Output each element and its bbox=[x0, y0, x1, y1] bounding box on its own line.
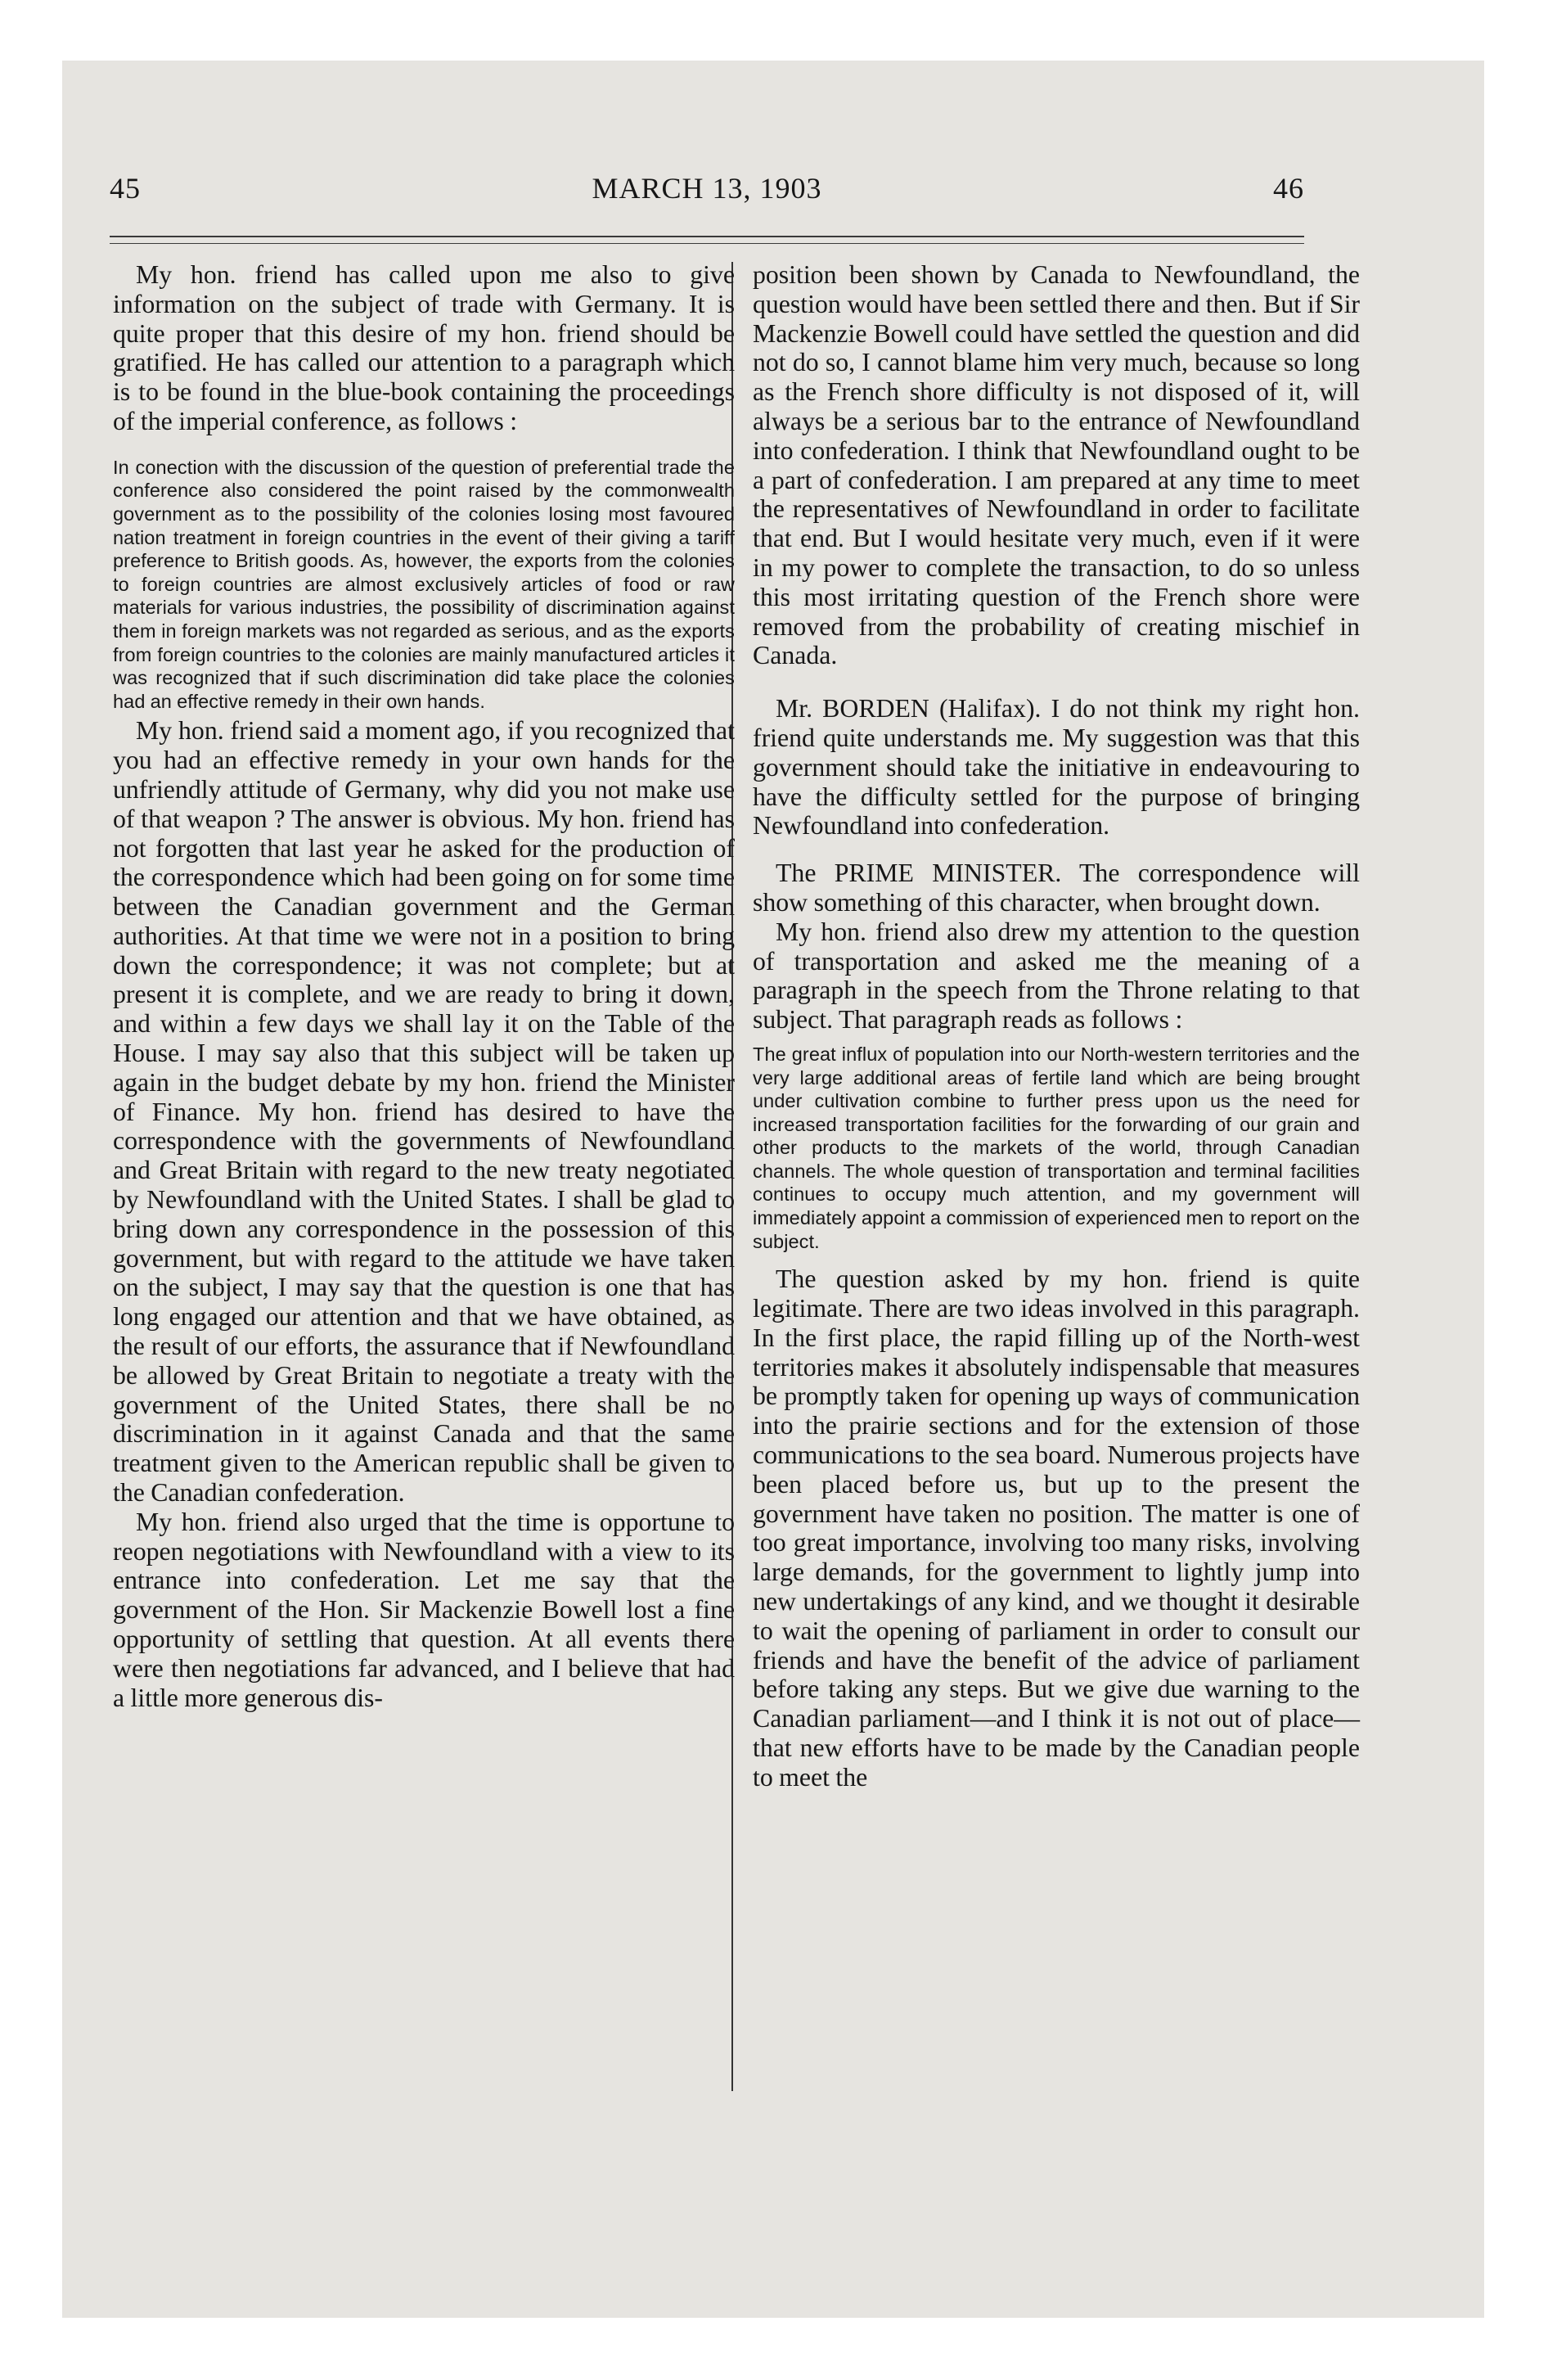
quote-speech-from-throne: The great influx of population into our North-western territories and the very large additional areas of fertile land which are being brought under cultivation combine to further press upon us the need for increased transportation facilities for the forwarding of our grain and other products to the markets of the world, through Canadian channels. The whole question of transportation and terminal facilities continues to occupy much attention, and my government will immediately appoint a commission of experienced men to report on the subject. bbox=[753, 1043, 1360, 1252]
running-header bbox=[110, 171, 1304, 212]
paragraph-transportation-question: My hon. friend also drew my attention to the question of transportation and asked me the meaning of a paragraph in the speech from the Throne relating to that subject. That paragraph reads as follows : bbox=[753, 917, 1360, 1034]
paragraph-french-shore: position been shown by Canada to Newfoundland, the question would have been settled there and then. But if Sir Mackenzie Bowell could have settled the question and did not do so, I cannot blame him very much, because so long as the French shore difficulty is not disposed of it, will always be a serious bar to the entrance of Newfoundland into confederation. I think that Newfoundland ought to be a part of confederation. I am prepared at any time to meet the representatives of Newfoundland in order to facilitate that end. But I would hesitate very much, even if it were in my power to complete the transaction, to do so unless this most irritating question of the French shore were removed from the probability of creating mischief in Canada. bbox=[753, 260, 1360, 670]
right-column bbox=[753, 260, 1360, 1792]
paragraph-trade-germany: My hon. friend has called upon me also to give information on the subject of trade with Germany. It is quite proper that this desire of my hon. friend should be gratified. He has called our attention to a paragraph which is to be found in the blue-book containing the proceedings of the imperial conference, as follows : bbox=[113, 260, 735, 435]
quote-imperial-conference: In conection with the discussion of the question of preferential trade the conference also considered the point raised by the commonwealth government as to the possibility of the colonies losing most favoured nation treatment in foreign countries in the event of their giving a tariff preference to British goods. As, however, the exports from the colonies to foreign countries are almost exclusively articles of food or raw materials for various industries, the possibility of discrimination against them in foreign markets was not regarded as serious, and as the exports from foreign countries to the colonies are mainly manufactured articles it was recognized that if such discrimination did take place the colonies had an effective remedy in their own hands. bbox=[113, 456, 735, 712]
left-page-number: 45 bbox=[110, 172, 141, 205]
paragraph-question-legitimate: The question asked by my hon. friend is quite legitimate. There are two ideas involved in this paragraph. In the first place, the rapid filling up of the North-west territories makes it absolutely indispensable that measures be promptly taken for opening up ways of communication into the prairie sections and for the extension of those communications to the sea board. Numerous projects have been placed before us, but up to the present the government have taken no position. The matter is one of too great importance, involving too many risks, involving large demands, for the government to lightly jump into new undertakings of any kind, and we thought it desirable to wait the opening of parliament in order to consult our friends and have the benefit of the advice of parliament before taking any steps. But we give due warning to the Canadian parliament—and I think it is not out of place—that new efforts have to be made by the Canadian people to meet the bbox=[753, 1264, 1360, 1792]
paragraph-effective-remedy: My hon. friend said a moment ago, if you recognized that you had an effective remedy in your own hands for the unfriendly attitude of Germany, why did you not make use of that weapon ? The answer is obvious. My hon. friend has not forgotten that last year he asked for the production of the correspondence which had been going on for some time between the Canadian government and the German authorities. At that time we were not in a position to bring down the correspondence; it was not complete; but at present it is complete, and we are ready to bring it down, and within a few days we shall lay it on the Table of the House. I may say also that this subject will be taken up again in the budget debate by my hon. friend the Minister of Finance. My hon. friend has desired to have the correspondence with the governments of Newfoundland and Great Britain with regard to the new treaty negotiated by Newfoundland with the United States. I shall be glad to bring down any correspondence in the possession of this government, but with regard to the attitude we have taken on the subject, I may say that the question is one that has long engaged our attention and that we have obtained, as the result of our efforts, the assurance that if Newfoundland be allowed by Great Britain to negotiate a treaty with the government of the United States, there shall be no discrimination in it against Canada and that the same treatment given to the American republic shall be given to the Canadian confederation. bbox=[113, 716, 735, 1508]
paragraph-newfoundland-negotiations: My hon. friend also urged that the time is opportune to reopen negotiations with Newfoundland with a view to its entrance into confederation. Let me say that the government of the Hon. Sir Mackenzie Bowell lost a fine opportunity of settling that question. At all events there were then negotiations far advanced, and I believe that had a little more generous dis- bbox=[113, 1507, 735, 1712]
header-rule-top bbox=[110, 236, 1304, 237]
page-title-date: MARCH 13, 1903 bbox=[592, 172, 822, 205]
right-page-number: 46 bbox=[1273, 172, 1304, 205]
paragraph-borden-halifax: Mr. BORDEN (Halifax). I do not think my right hon. friend quite understands me. My suggestion was that this government should take the initiative in endeavouring to have the difficulty settled for the purpose of bringing Newfoundland into confederation. bbox=[753, 694, 1360, 841]
left-column bbox=[113, 260, 735, 1712]
paragraph-prime-minister: The PRIME MINISTER. The correspondence will show something of this character, when brought down. bbox=[753, 859, 1360, 917]
header-rule-bottom bbox=[110, 243, 1304, 244]
